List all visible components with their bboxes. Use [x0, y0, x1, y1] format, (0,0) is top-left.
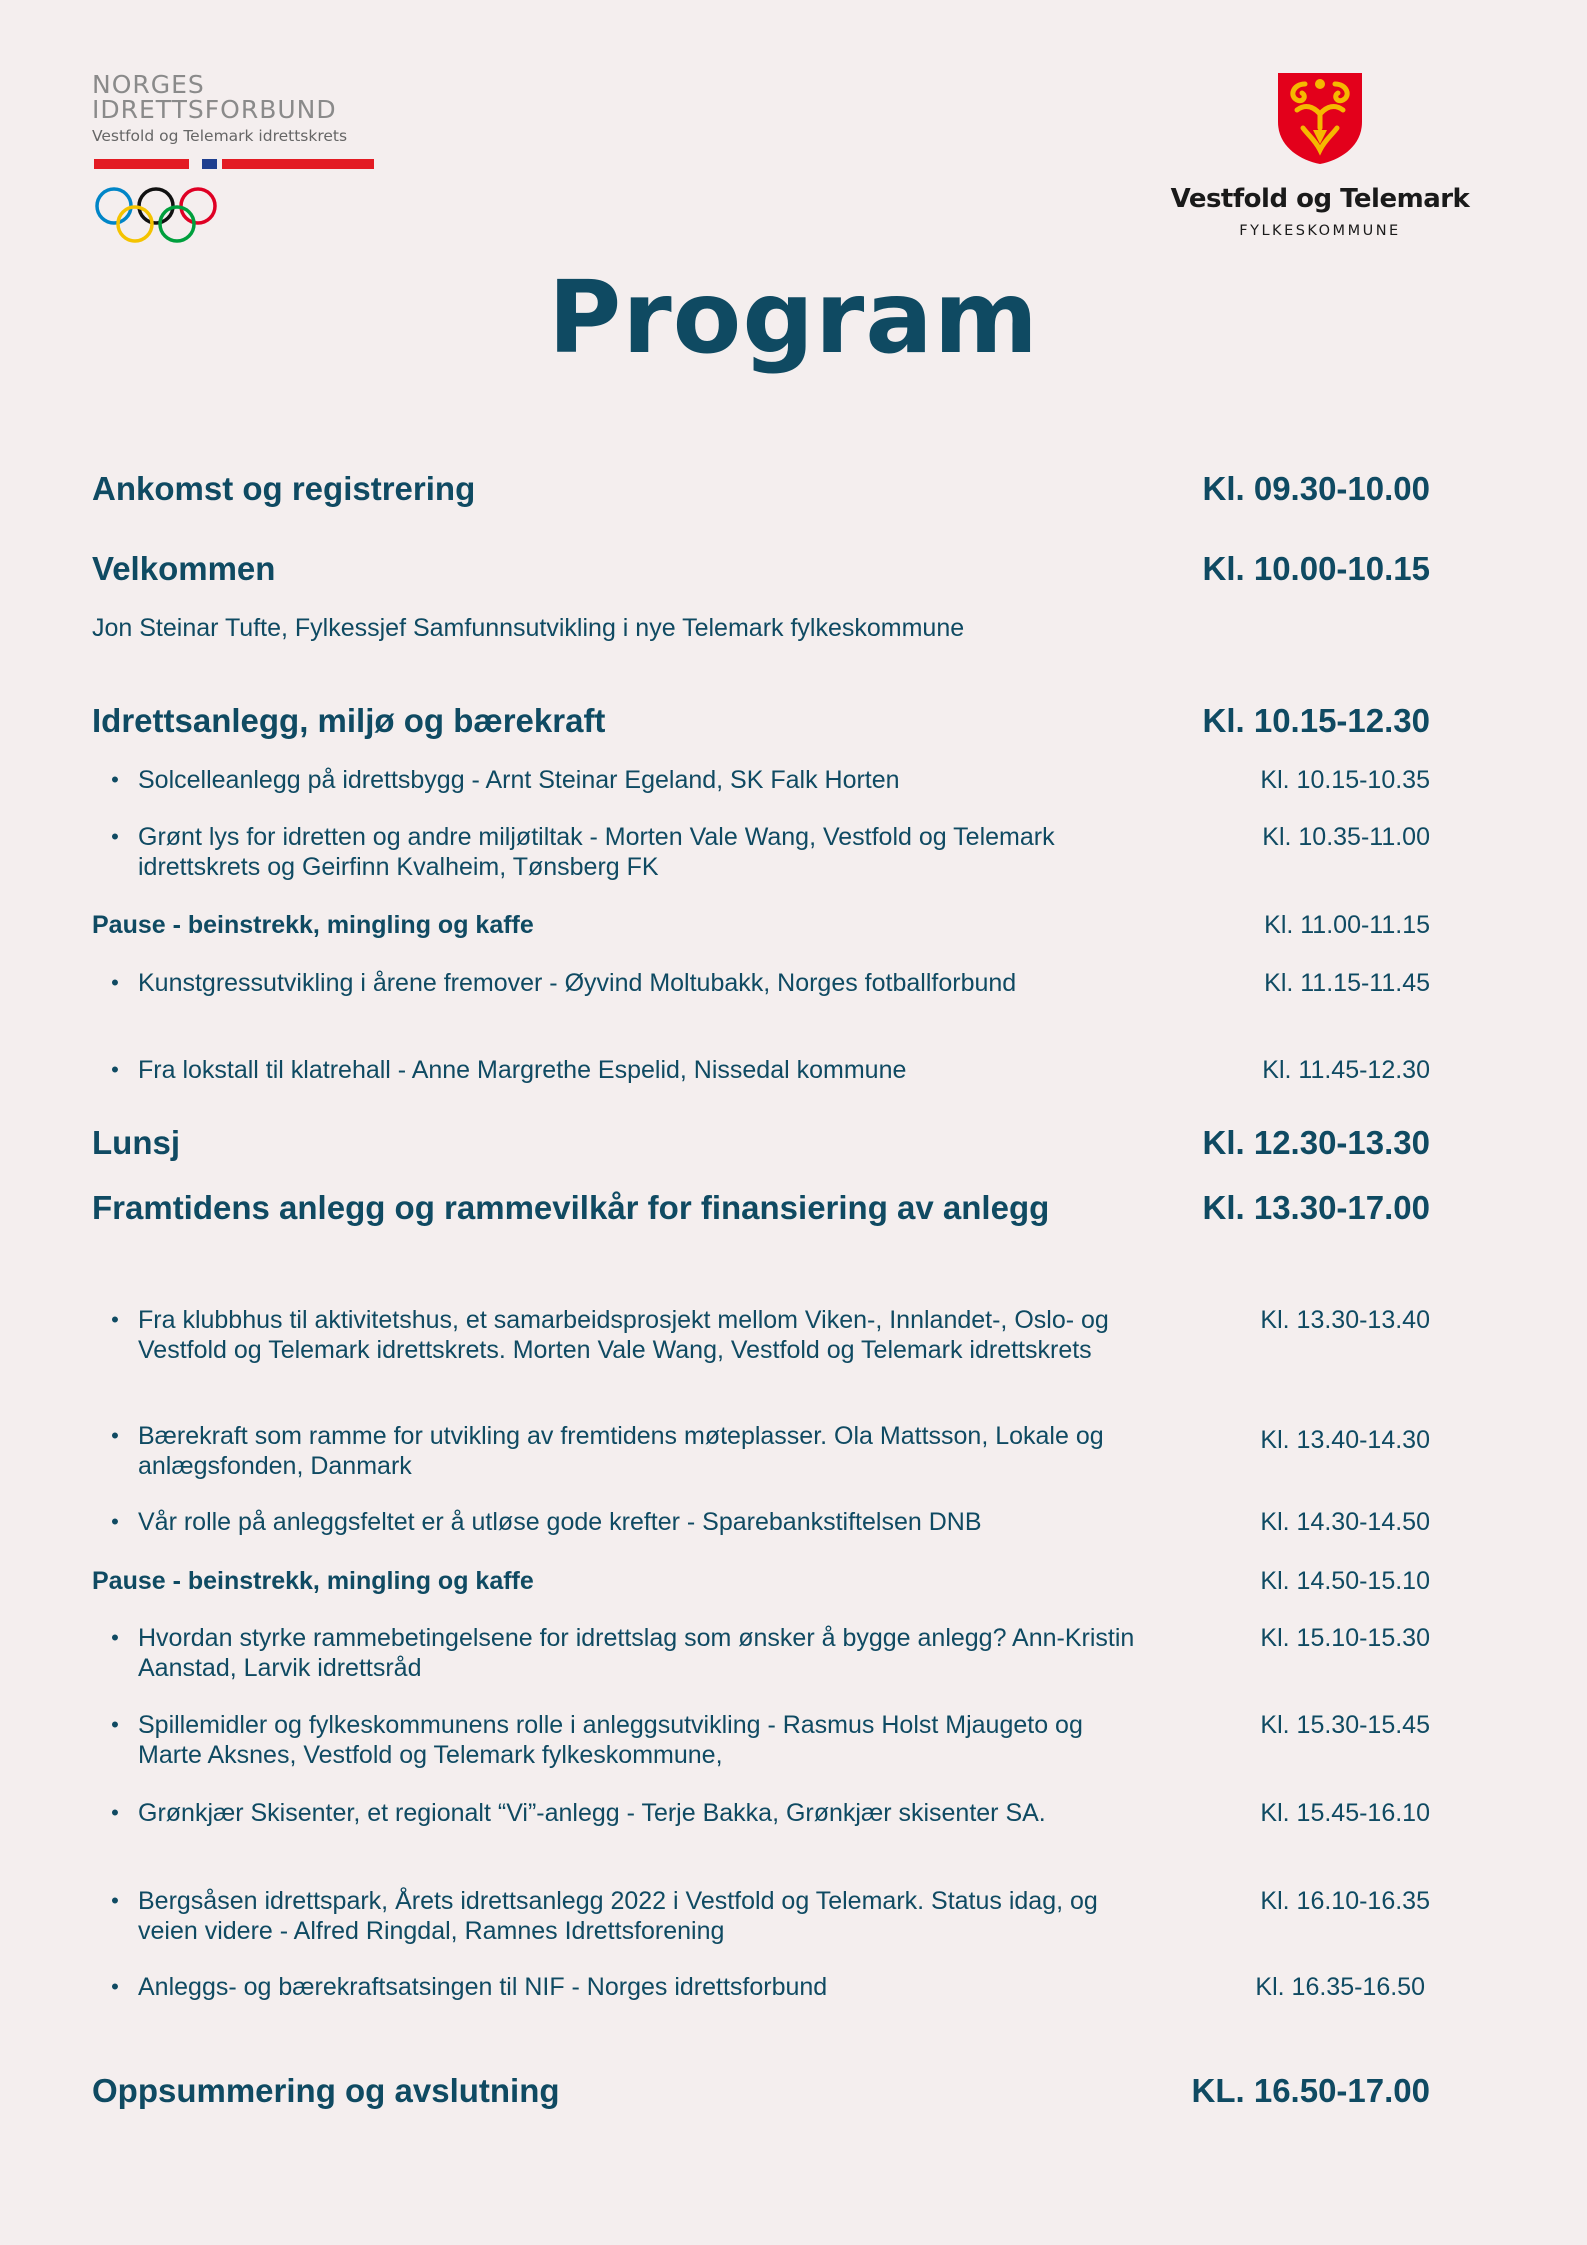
session-title: Framtidens anlegg og rammevilkår for finansiering av anlegg: [92, 1189, 1050, 1226]
pause-time: Kl. 14.50-15.10: [1260, 1567, 1430, 1595]
item-text: Grønkjær Skisenter, et regionalt “Vi”-anlegg - Terje Bakka, Grønkjær skisenter SA.: [138, 1799, 1046, 1827]
list-item: [92, 1055, 1430, 1085]
session-idrettsanlegg: [92, 697, 1430, 744]
bullet-icon: •: [111, 824, 119, 849]
session-title: Ankomst og registrering: [92, 470, 476, 507]
nif-flag-stripe-blue: [202, 159, 217, 169]
bullet-icon: •: [111, 1974, 119, 1999]
list-item: [92, 1421, 1430, 1481]
nif-flag-stripe-red-right: [222, 159, 374, 169]
pause-label: Pause - beinstrekk, mingling og kaffe: [92, 911, 534, 939]
item-time: Kl. 11.45-12.30: [1262, 1056, 1430, 1084]
bullet-icon: •: [111, 970, 119, 995]
session-time: Kl. 09.30-10.00: [1202, 470, 1430, 507]
bullet-icon: •: [111, 1423, 119, 1448]
item-text: Bergsåsen idrettspark, Årets idrettsanlegg 2022 i Vestfold og Telemark. Status idag, og veien videre - Alfred Ringdal, Ramnes Idrettsforening: [138, 1887, 1098, 1945]
item-time: Kl. 14.30-14.50: [1260, 1508, 1430, 1536]
list-item: [92, 1710, 1430, 1770]
list-item: [92, 1886, 1430, 1946]
session-title: Velkommen: [92, 550, 276, 587]
item-time: Kl. 13.40-14.30: [1260, 1426, 1430, 1454]
pause-label: Pause - beinstrekk, mingling og kaffe: [92, 1567, 534, 1595]
item-time: Kl. 16.35-16.50: [1255, 1973, 1425, 2001]
session-title: Oppsummering og avslutning: [92, 2072, 560, 2109]
pause-time: Kl. 11.00-11.15: [1264, 911, 1430, 939]
bullet-icon: •: [111, 1712, 119, 1737]
bullet-icon: •: [111, 1888, 119, 1913]
item-time: Kl. 13.30-13.40: [1260, 1306, 1430, 1334]
list-item: [92, 765, 1430, 795]
list-item: [92, 1798, 1430, 1828]
session-time: Kl. 10.00-10.15: [1202, 550, 1430, 587]
pause-row: [92, 1566, 1430, 1596]
item-text: Bærekraft som ramme for utvikling av fremtidens møteplasser. Ola Mattsson, Lokale og anlægsfonden, Danmark: [138, 1422, 1104, 1480]
session-time: Kl. 12.30-13.30: [1202, 1124, 1430, 1161]
velkommen-speaker: Jon Steinar Tufte, Fylkessjef Samfunnsutvikling i nye Telemark fylkeskommune: [92, 614, 965, 642]
session-time: Kl. 10.15-12.30: [1202, 702, 1430, 739]
bullet-icon: •: [111, 1625, 119, 1650]
olympic-rings-icon: [94, 186, 224, 246]
bullet-icon: •: [111, 1307, 119, 1332]
list-item: [92, 1305, 1430, 1365]
session-title: Idrettsanlegg, miljø og bærekraft: [92, 702, 606, 739]
item-time: Kl. 15.30-15.45: [1260, 1711, 1430, 1739]
session-velkommen: [92, 545, 1430, 592]
nif-logo-line1: NORGES: [92, 70, 205, 99]
session-title: Lunsj: [92, 1124, 180, 1161]
pause-row: [92, 910, 1430, 940]
item-time: Kl. 10.35-11.00: [1262, 823, 1430, 851]
nif-logo: [92, 72, 382, 145]
nif-logo-line2: IDRETTSFORBUND: [92, 95, 337, 124]
item-text: Fra klubbhus til aktivitetshus, et samarbeidsprosjekt mellom Viken-, Innlandet-, Oslo- og Vestfold og Telemark idrettskrets. Morten Vale Wang, Vestfold og Telemark idrettskrets: [138, 1306, 1109, 1364]
vestfold-telemark-logo: [1170, 70, 1470, 239]
session-time: KL. 16.50-17.00: [1191, 2072, 1430, 2109]
item-text: Vår rolle på anleggsfeltet er å utløse gode krefter - Sparebankstiftelsen DNB: [138, 1508, 982, 1536]
bullet-icon: •: [111, 767, 119, 792]
bullet-icon: •: [111, 1057, 119, 1082]
item-text: Hvordan styrke rammebetingelsene for idrettslag som ønsker å bygge anlegg? Ann-Kristin Aanstad, Larvik idrettsråd: [138, 1624, 1135, 1682]
session-time: Kl. 13.30-17.00: [1202, 1189, 1430, 1226]
item-time: Kl. 15.45-16.10: [1260, 1799, 1430, 1827]
list-item: [92, 1507, 1430, 1537]
item-text: Grønt lys for idretten og andre miljøtiltak - Morten Vale Wang, Vestfold og Telemark idrettskrets og Geirfinn Kvalheim, Tønsberg FK: [138, 823, 1055, 881]
list-item: [92, 1972, 1430, 2002]
bullet-icon: •: [111, 1800, 119, 1825]
item-time: Kl. 10.15-10.35: [1260, 766, 1430, 794]
session-lunsj: [92, 1119, 1430, 1166]
item-text: Fra lokstall til klatrehall - Anne Margrethe Espelid, Nissedal kommune: [138, 1056, 907, 1084]
bullet-icon: •: [111, 1509, 119, 1534]
session-ankomst: [92, 465, 1430, 512]
list-item: [92, 1623, 1430, 1683]
fylkeskommune-label: FYLKESKOMMUNE: [1239, 223, 1401, 239]
item-time: Kl. 11.15-11.45: [1264, 969, 1430, 997]
list-item: [92, 822, 1430, 882]
page-title: Program: [548, 259, 1039, 376]
list-item: [92, 968, 1430, 998]
item-text: Solcelleanlegg på idrettsbygg - Arnt Steinar Egeland, SK Falk Horten: [138, 766, 900, 794]
item-time: Kl. 16.10-16.35: [1260, 1887, 1430, 1915]
nif-logo-line3: Vestfold og Telemark idrettskrets: [92, 127, 348, 145]
item-text: Anleggs- og bærekraftsatsingen til NIF - Norges idrettsforbund: [138, 1973, 828, 2001]
session-oppsummering: [92, 2067, 1430, 2114]
item-text: Kunstgressutvikling i årene fremover - Øyvind Moltubakk, Norges fotballforbund: [138, 969, 1017, 997]
nif-flag-stripe-red-left: [94, 159, 189, 169]
item-time: Kl. 15.10-15.30: [1260, 1624, 1430, 1652]
coat-of-arms-icon: [1275, 70, 1365, 166]
session-framtidens: [92, 1184, 1430, 1231]
item-text: Spillemidler og fylkeskommunens rolle i anleggsutvikling - Rasmus Holst Mjaugeto og Marte Aksnes, Vestfold og Telemark fylkeskommune,: [138, 1711, 1083, 1769]
vestfold-telemark-name: Vestfold og Telemark: [1170, 184, 1470, 214]
